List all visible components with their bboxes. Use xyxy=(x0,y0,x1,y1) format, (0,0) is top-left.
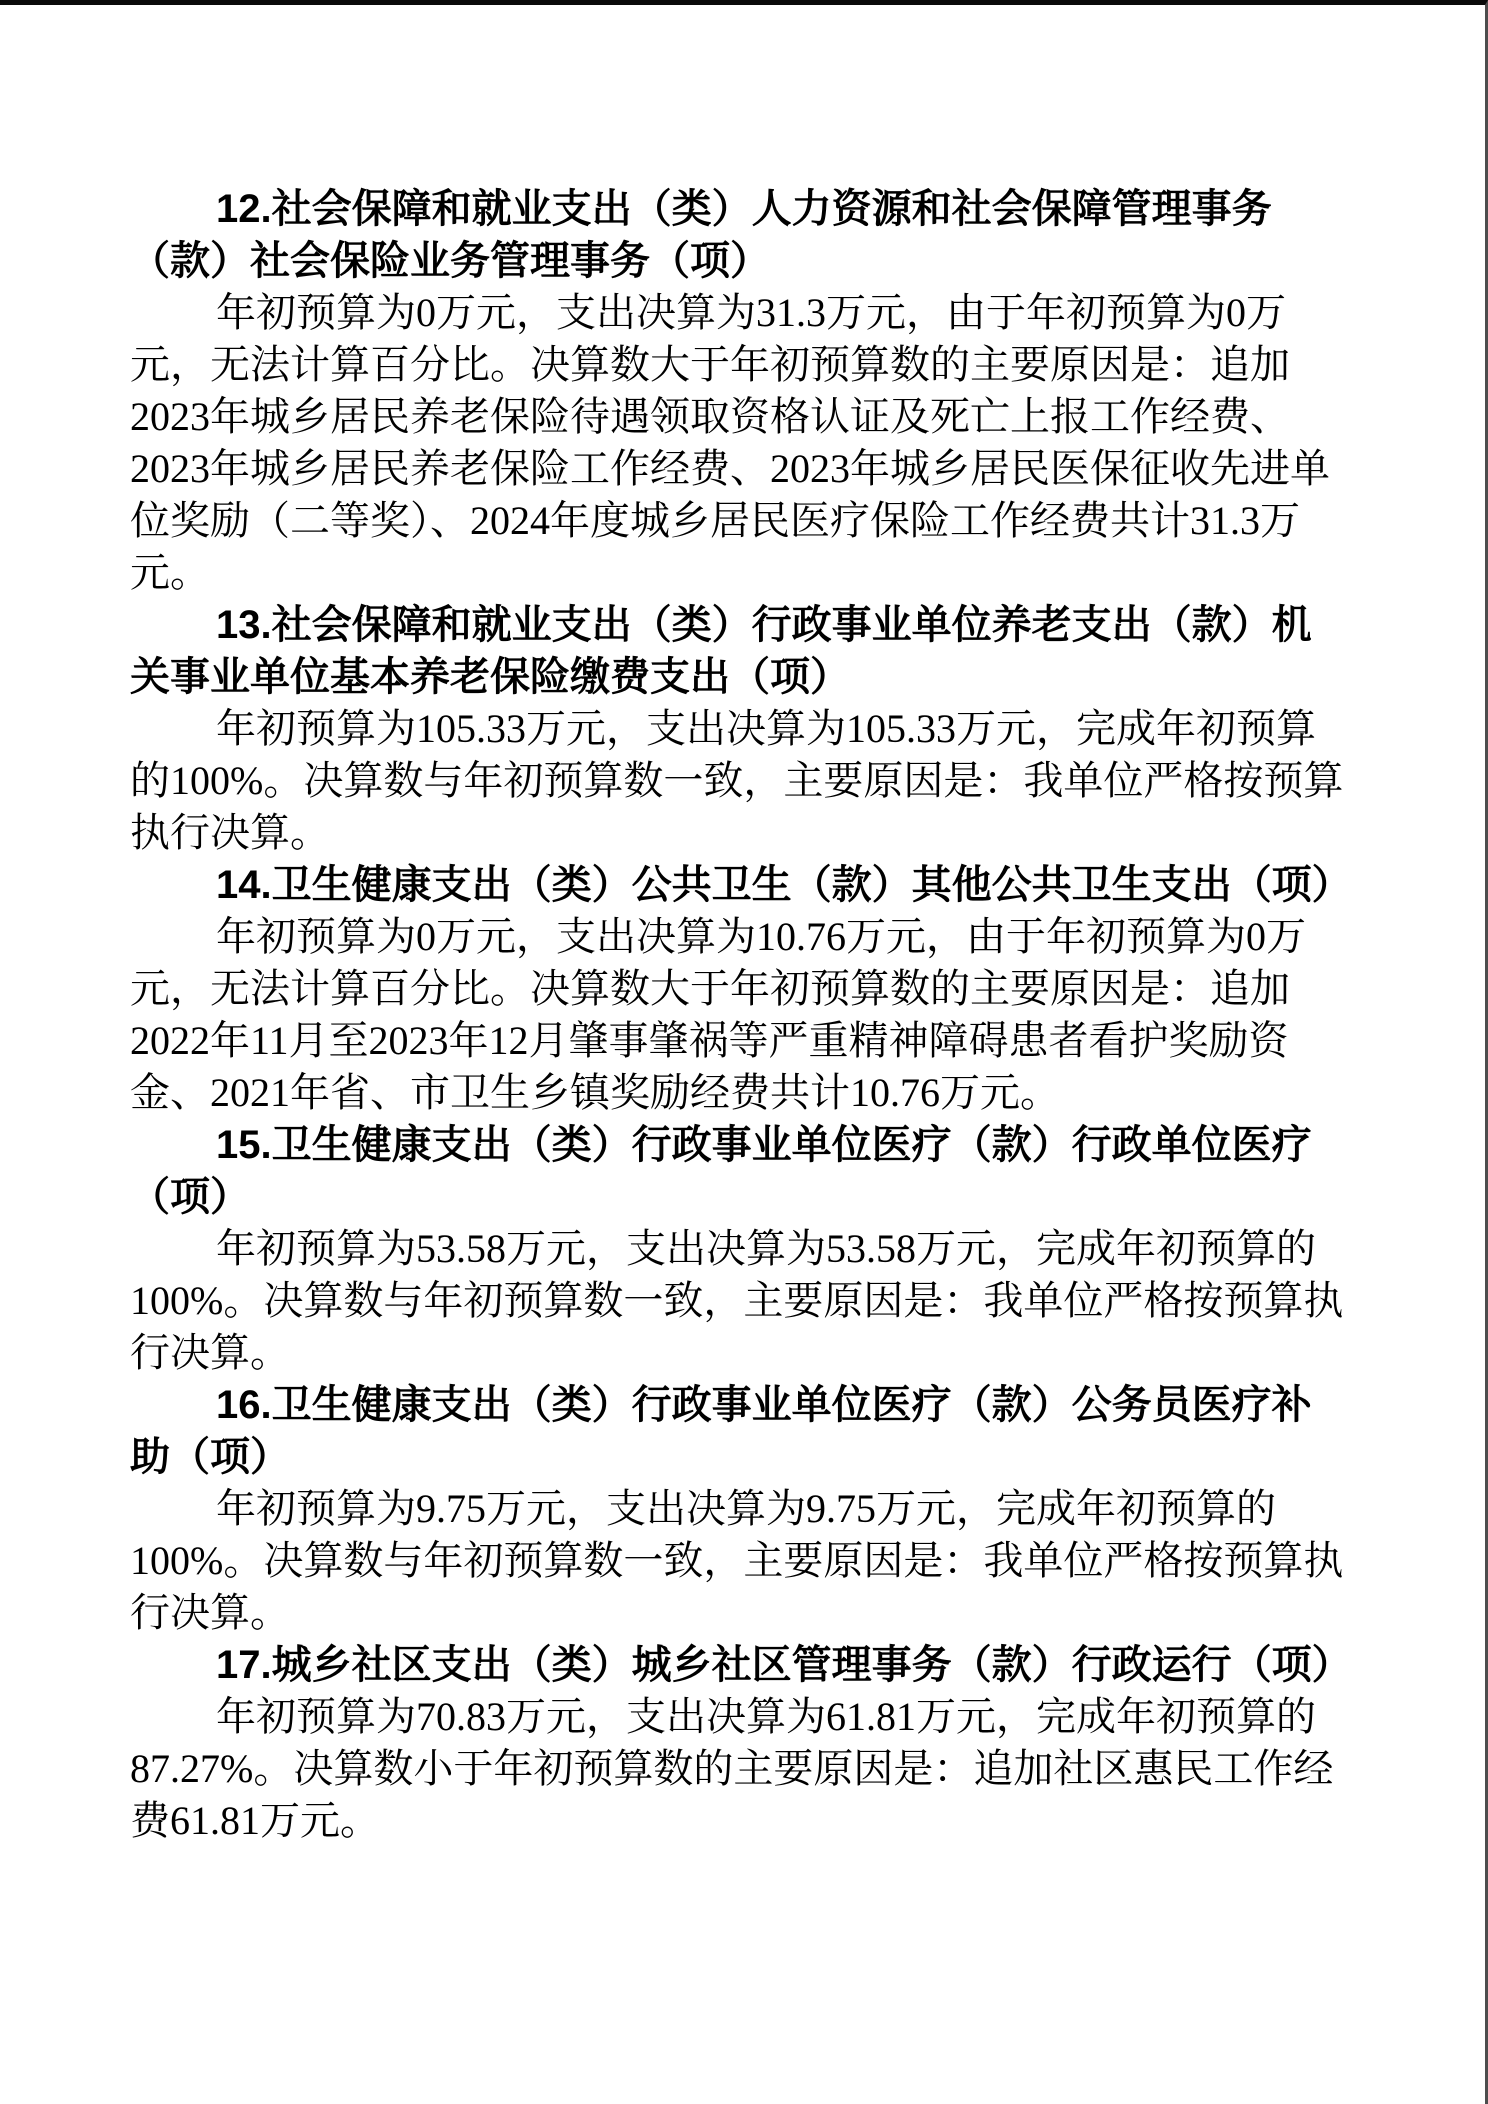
section-body: 年初预算为9.75万元，支出决算为9.75万元，完成年初预算的100%。决算数与年初预算数一致，主要原因是：我单位严格按预算执行决算。 xyxy=(130,1486,1344,1635)
section-heading: 13.社会保障和就业支出（类）行政事业单位养老支出（款）机关事业单位基本养老保险缴费支出（项） xyxy=(130,603,1312,699)
document-text-block xyxy=(130,183,1352,1847)
section-body: 年初预算为105.33万元，支出决算为105.33万元，完成年初预算的100%。决算数与年初预算数一致，主要原因是：我单位严格按预算执行决算。 xyxy=(130,706,1344,855)
section-body: 年初预算为70.83万元，支出决算为61.81万元，完成年初预算的87.27%。决算数小于年初预算数的主要原因是：追加社区惠民工作经费61.81万元。 xyxy=(130,1694,1334,1843)
section-heading: 14.卫生健康支出（类）公共卫生（款）其他公共卫生支出（项） xyxy=(216,863,1352,907)
section-heading: 16.卫生健康支出（类）行政事业单位医疗（款）公务员医疗补助（项） xyxy=(130,1383,1312,1479)
section-heading: 12.社会保障和就业支出（类）人力资源和社会保障管理事务（款）社会保险业务管理事务（项） xyxy=(130,187,1272,283)
section-heading: 15.卫生健康支出（类）行政事业单位医疗（款）行政单位医疗（项） xyxy=(130,1123,1312,1219)
section-heading: 17.城乡社区支出（类）城乡社区管理事务（款）行政运行（项） xyxy=(216,1643,1352,1687)
section-body: 年初预算为0万元，支出决算为31.3万元，由于年初预算为0万元，无法计算百分比。决算数大于年初预算数的主要原因是：追加2023年城乡居民养老保险待遇领取资格认证及死亡上报工作经费、2023年城乡居民养老保险工作经费、2023年城乡居民医保征收先进单位奖励（二等奖）、2024年度城乡居民医疗保险工作经费共计31.3万元。 xyxy=(130,290,1330,595)
section-body: 年初预算为53.58万元，支出决算为53.58万元，完成年初预算的100%。决算数与年初预算数一致，主要原因是：我单位严格按预算执行决算。 xyxy=(130,1226,1344,1375)
section-body: 年初预算为0万元，支出决算为10.76万元，由于年初预算为0万元，无法计算百分比。决算数大于年初预算数的主要原因是：追加2022年11月至2023年12月肇事肇祸等严重精神障碍患者看护奖励资金、2021年省、市卫生乡镇奖励经费共计10.76万元。 xyxy=(130,914,1306,1115)
